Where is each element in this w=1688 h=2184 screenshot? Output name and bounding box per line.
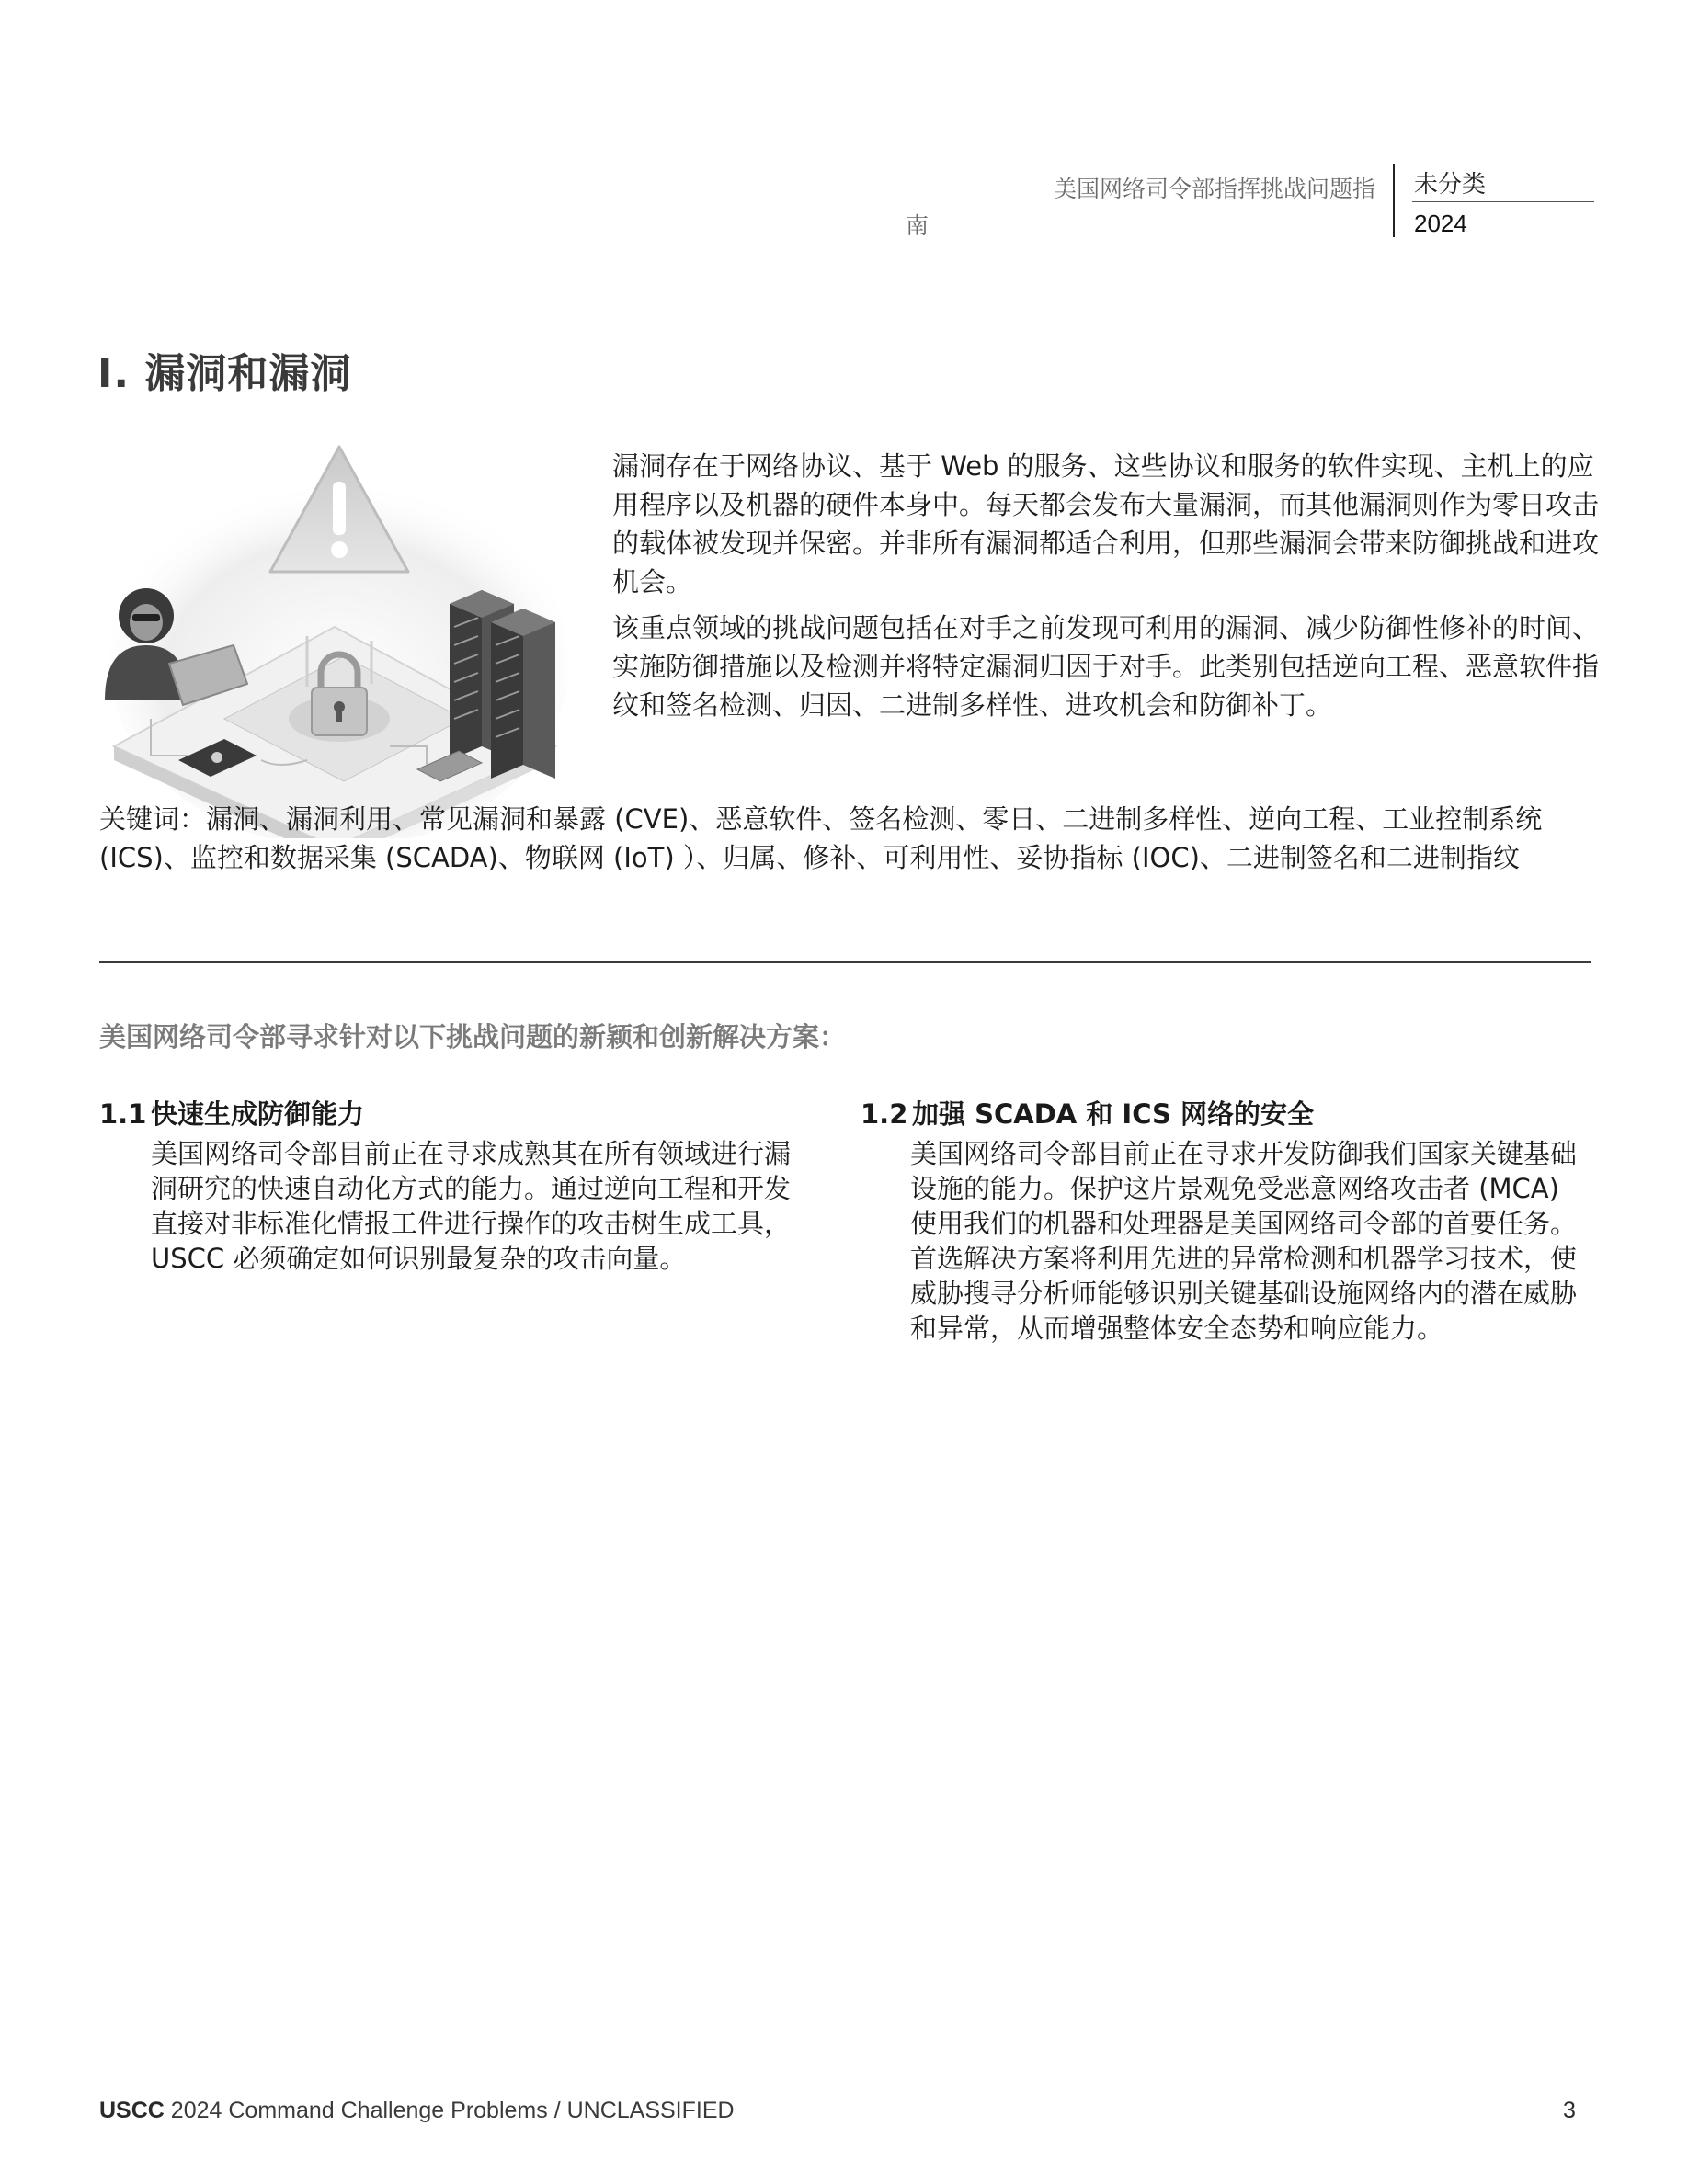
footer-caption: 2024 Command Challenge Problems / UNCLASSIFIED [170,2098,735,2123]
lead-statement: 美国网络司令部寻求针对以下挑战问题的新颖和创新解决方案： [99,1021,847,1052]
challenge-title: 快速生成防御能力 [151,1098,365,1130]
intro-paragraph-1: 漏洞存在于网络协议、基于 Web 的服务、这些协议和服务的软件实现、主机上的应用程序以及机器的硬件本身中。每天都会发布大量漏洞，而其他漏洞则作为零日攻击的载体被发现并保密。并非所有漏洞都适合利用，但那些漏洞会带来防御挑战和进攻机会。 [612,450,1600,597]
server-rack-icon [450,590,555,779]
classification-label: 未分类 [1414,171,1487,199]
header-rule [1412,201,1594,202]
challenge-title: 加强 SCADA 和 ICS 网络的安全 [912,1098,1315,1130]
header-divider [1393,164,1395,237]
challenge-number: 1.1 [99,1098,147,1130]
challenge-body-1-1: 美国网络司令部目前正在寻求成熟其在所有领域进行漏洞研究的快速自动化方式的能力。通过逆向工程和开发直接对非标准化情报工件进行操作的攻击树生成工具，USCC 必须确定如何识别最复杂的攻击向量。 [151,1138,792,1274]
section-title: I. 漏洞和漏洞 [97,350,352,397]
page-number: 3 [1563,2098,1576,2123]
intro-paragraph-2: 该重点领域的挑战问题包括在对手之前发现可利用的漏洞、减少防御性修补的时间、实施防御措施以及检测并将特定漏洞归因于对手。此类别包括逆向工程、恶意软件指纹和签名检测、归因、二进制多样性、进攻机会和防御补丁。 [612,612,1600,721]
challenge-heading-1-1 [99,1094,364,1132]
keywords: 关键词：漏洞、漏洞利用、常见漏洞和暴露 (CVE)、恶意软件、签名检测、零日、二进制多样性、逆向工程、工业控制系统 (ICS)、监控和数据采集 (SCADA)、物联网 (IoT) ）、归属、修补、可利用性、妥协指标 (IOC)、二进制签名和二进制指纹 [99,803,1543,873]
header-year: 2024 [1414,210,1467,237]
footer-text [99,2098,735,2124]
cyber-vulnerability-illustration [96,443,574,838]
header-title: 美国网络司令部指挥挑战问题指 [1053,176,1375,202]
challenge-body-1-2: 美国网络司令部目前正在寻求开发防御我们国家关键基础设施的能力。保护这片景观免受恶意网络攻击者 (MCA) 使用我们的机器和处理器是美国网络司令部的首要任务。首选解决方案将利用先进的异常检测和机器学习技术，使威胁搜寻分析师能够识别关键基础设施网络内的潜在威胁和异常，从而增强整体安全态势和响应能力。 [910,1138,1578,1344]
challenge-number: 1.2 [861,1098,908,1130]
section-divider [99,961,1591,963]
header-title-continued: 南 [906,212,930,239]
footer-org: USCC [99,2098,165,2123]
challenge-heading-1-2 [861,1094,1314,1132]
